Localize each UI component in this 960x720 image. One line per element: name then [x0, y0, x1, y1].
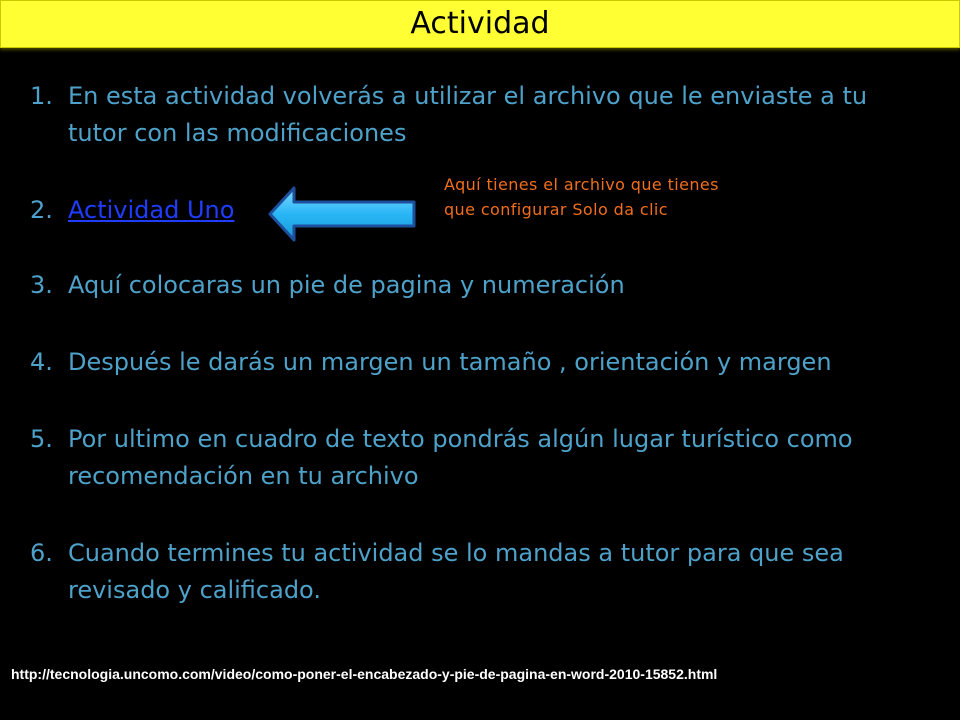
- list-item-number: 6.: [30, 539, 53, 567]
- list-item-number: 5.: [30, 425, 53, 453]
- slide-title: Actividad: [410, 6, 550, 41]
- left-arrow-icon: [268, 186, 416, 242]
- list-item-text: Cuando termines tu actividad se lo mandas a tutor para que sea revisado y calificado.: [68, 539, 844, 604]
- list-item-number: 4.: [30, 348, 53, 376]
- list-item-number: 1.: [30, 82, 53, 110]
- list-item-text: Después le darás un margen un tamaño , orientación y margen: [68, 348, 832, 376]
- source-url: http://tecnologia.uncomo.com/video/como-poner-el-encabezado-y-pie-de-pagina-en-word-2010-15852.html: [11, 666, 718, 682]
- list-item-text: En esta actividad volverás a utilizar el archivo que le enviaste a tu tutor con las modificaciones: [68, 82, 868, 147]
- list-item-number: 3.: [30, 271, 53, 299]
- callout-note: Aquí tienes el archivo que tienes que configurar Solo da clic: [444, 175, 719, 219]
- list-item-text: Aquí colocaras un pie de pagina y numeración: [68, 271, 625, 299]
- actividad-uno-link[interactable]: Actividad Uno: [68, 196, 235, 224]
- list-item-text: Por ultimo en cuadro de texto pondrás algún lugar turístico como recomendación en tu archivo: [68, 425, 853, 490]
- list-item-number: 2.: [30, 196, 53, 224]
